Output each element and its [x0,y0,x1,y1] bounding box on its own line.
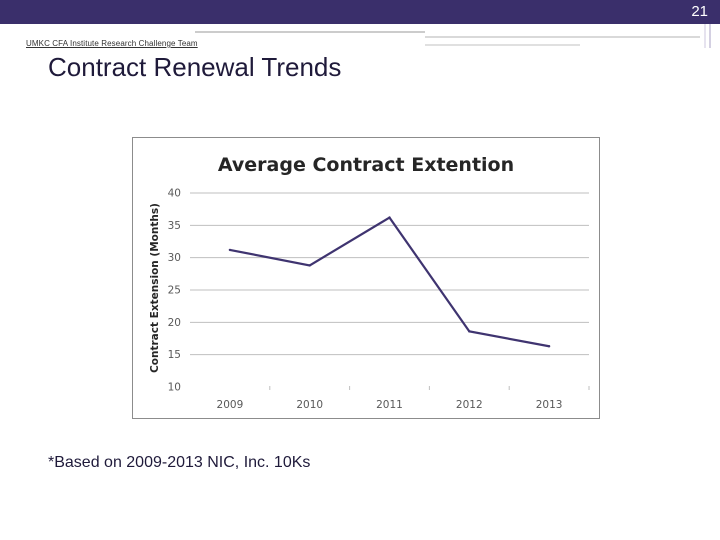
divider-line [425,44,580,46]
y-tick-label: 20 [167,316,181,329]
data-point [229,249,231,251]
chart-frame [132,137,600,419]
series-line [230,218,549,347]
y-tick-label: 25 [167,284,181,297]
slide-title: Contract Renewal Trends [48,52,342,82]
data-point [309,264,311,266]
data-point [388,216,390,218]
divider-line [425,36,700,38]
divider-line [195,31,425,33]
y-tick-label: 35 [167,219,181,232]
x-tick-label: 2009 [216,399,244,411]
y-axis-label: Contract Extension (Months) [149,203,161,373]
x-tick-label: 2011 [376,399,403,411]
x-tick-label: 2012 [455,399,483,411]
slide-subtitle: UMKC CFA Institute Research Challenge Team [26,39,198,48]
y-tick-label: 40 [167,187,181,200]
line-chart [133,138,599,418]
y-tick-label: 10 [167,381,181,394]
x-tick-label: 2013 [535,399,563,411]
header-bar [0,0,720,24]
data-point [468,330,470,332]
footnote: *Based on 2009-2013 NIC, Inc. 10Ks [48,454,311,471]
x-tick-label: 2010 [296,399,324,411]
data-point [548,345,550,347]
chart-title: Average Contract Extention [217,154,515,176]
header-accent [700,24,720,48]
page-number: 21 [691,3,708,20]
y-tick-label: 15 [167,349,181,362]
y-tick-label: 30 [167,252,181,265]
